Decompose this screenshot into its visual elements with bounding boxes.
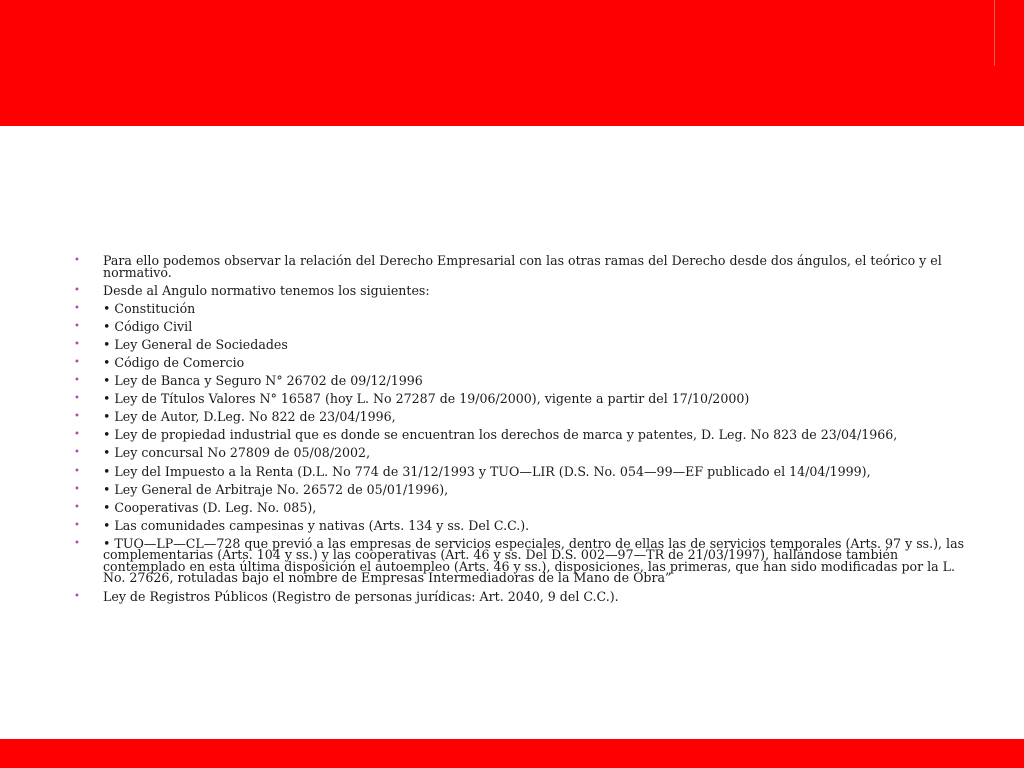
list-item-text: • Cooperativas (D. Leg. No. 085),	[103, 499, 317, 515]
list-item	[74, 535, 974, 586]
list-item	[74, 336, 974, 352]
bullet-icon: •	[74, 429, 80, 441]
list-item-text: • Ley de Banca y Seguro N° 26702 de 09/12/1996	[103, 373, 423, 389]
list-item-text: • Las comunidades campesinas y nativas (Arts. 134 y ss. Del C.C.).	[103, 517, 530, 533]
bullet-icon: •	[74, 411, 80, 423]
list-item-text: • Ley concursal No 27809 de 05/08/2002,	[103, 445, 371, 461]
list-item	[74, 354, 974, 370]
list-item	[74, 318, 974, 334]
list-item	[74, 411, 974, 423]
list-item	[74, 517, 974, 533]
list-item-text: Ley de Registros Públicos (Registro de personas jurídicas: Art. 2040, 9 del C.C.).	[103, 588, 619, 604]
list-item-text: • Ley General de Arbitraje No. 26572 de 05/01/1996),	[103, 481, 449, 497]
list-item	[74, 481, 974, 497]
list-item	[74, 588, 974, 604]
bullet-icon: •	[74, 465, 80, 477]
bullet-icon: •	[74, 338, 80, 350]
bullet-icon: •	[74, 375, 80, 387]
slide-content	[74, 255, 974, 609]
top-bar-divider-line	[994, 0, 995, 66]
list-item-text: • Ley del Impuesto a la Renta (D.L. No 774 de 31/12/1993 y TUO—LIR (D.S. No. 054—99—EF publicado el 14/04/1999),	[103, 463, 871, 479]
list-item-text: • Código de Comercio	[103, 354, 245, 370]
bullet-icon: •	[74, 302, 80, 314]
bottom-accent-bar	[0, 739, 1024, 768]
bullet-icon: •	[74, 447, 80, 459]
list-item-text: • Ley General de Sociedades	[103, 336, 288, 352]
list-item-text: • Código Civil	[103, 318, 193, 334]
list-item-text: • TUO—LP—CL—728 que previó a las empresas de servicios especiales, dentro de ellas las de servicios temporales (Arts. 97 y ss.), las complementarias (Arts. 104 y ss.) y las cooperativas (Art. 46 y ss. Del D.S. 002—97—TR de 21/03/1997), hallándose también contemplado en esta última disposición el autoempleo (Arts. 46 y ss.), disposiciones, las primeras, que han sido modificadas por la L. No. 27626, rotuladas bajo el nombre de Empresas Intermediadoras de la Mano de Obra”	[103, 535, 965, 586]
bullet-icon: •	[74, 537, 80, 549]
list-item-text: • Ley de Títulos Valores N° 16587 (hoy L. No 27287 de 19/06/2000), vigente a partir del 17/10/2000)	[103, 391, 750, 407]
list-item-text: • Ley de propiedad industrial que es donde se encuentran los derechos de marca y patentes, D. Leg. No 823 de 23/04/1966,	[103, 427, 898, 443]
top-accent-bar	[0, 0, 1024, 126]
bullet-icon: •	[74, 483, 80, 495]
list-item	[74, 255, 974, 278]
bullet-icon: •	[74, 393, 80, 405]
list-item	[74, 282, 974, 298]
list-item-text: • Ley de Autor, D.Leg. No 822 de 23/04/1996,	[103, 409, 396, 425]
bullet-icon: •	[74, 320, 80, 332]
list-item-text: Para ello podemos observar la relación del Derecho Empresarial con las otras ramas del Derecho desde dos ángulos, el teórico y el normativo.	[103, 253, 942, 280]
list-item	[74, 375, 974, 387]
bullet-list	[74, 255, 974, 602]
list-item	[74, 447, 974, 459]
list-item	[74, 499, 974, 515]
bullet-icon: •	[74, 356, 80, 368]
bullet-icon: •	[74, 519, 80, 531]
list-item	[74, 300, 974, 316]
bullet-icon: •	[74, 590, 80, 602]
list-item	[74, 429, 974, 441]
bullet-icon: •	[74, 255, 80, 266]
list-item-text: Desde al Angulo normativo tenemos los siguientes:	[103, 282, 430, 298]
list-item	[74, 393, 974, 405]
list-item	[74, 463, 974, 479]
bullet-icon: •	[74, 501, 80, 513]
list-item-text: • Constitución	[103, 300, 196, 316]
bullet-icon: •	[74, 284, 80, 296]
